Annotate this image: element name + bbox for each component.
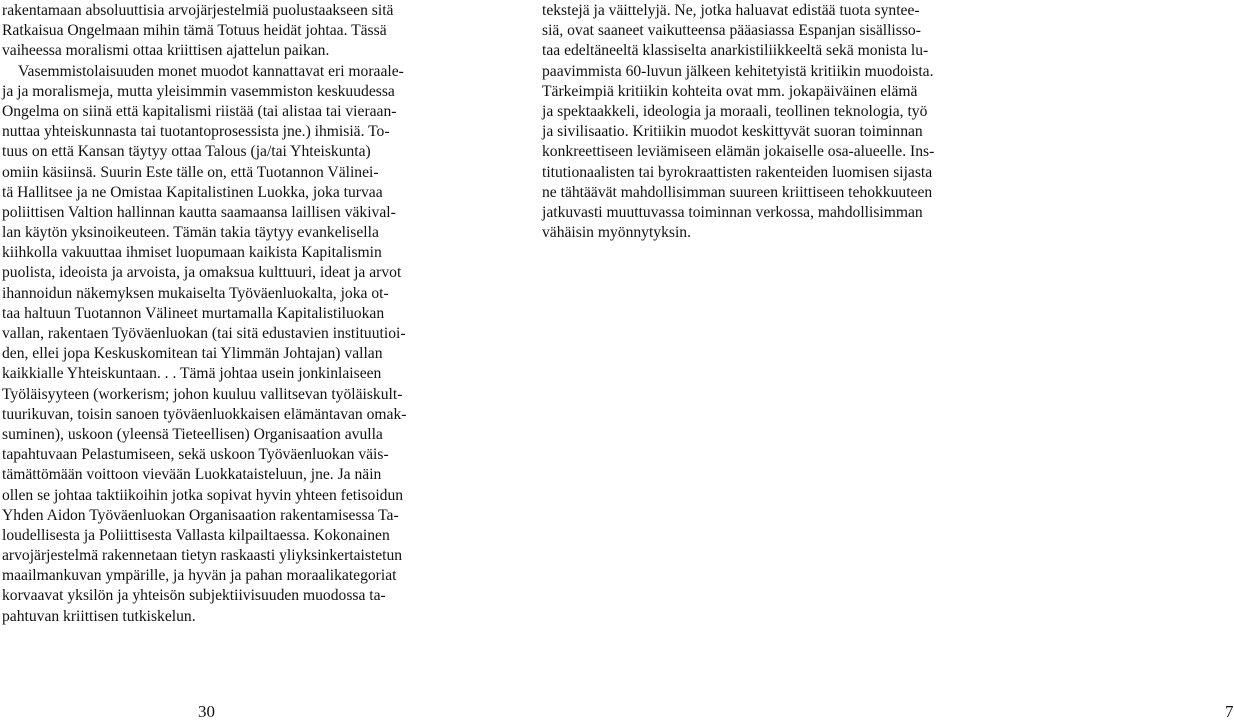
text-line: tuurikuvan, toisin sanoen työväenluokkaisen elämäntavan omak- <box>2 405 407 423</box>
text-line: tä Hallitsee ja ne Omistaa Kapitalistinen Luokka, joka turvaa <box>2 183 383 201</box>
text-line: Ongelma on siinä että kapitalismi riistää (tai alistaa tai vieraan- <box>2 102 397 120</box>
text-line: pahtuvan kriittisen tutkiskelun. <box>2 607 196 625</box>
text-line: tekstejä ja väittelyjä. Ne, jotka haluavat edistää tuota syntee- <box>542 2 920 19</box>
text-line: kaikkialle Yhteiskuntaan. . . Tämä johtaa usein jonkinlaiseen <box>2 365 382 383</box>
text-line: puolista, ideoista ja arvoista, ja omaksua kulttuuri, ideat ja arvot <box>2 264 402 282</box>
text-line: Työläisyyteen (workerism; johon kuuluu vallitsevan työläiskult- <box>2 385 403 403</box>
text-line: tuus on että Kansan täytyy ottaa Talous (ja/tai Yhteiskunta) <box>2 143 371 161</box>
right-page-text-column <box>542 1 952 243</box>
text-line: tapahtuvaan Pelastumiseen, sekä uskoon Työväenluokan väis- <box>2 446 389 464</box>
text-line: omiin käsiinsä. Suurin Este tälle on, että Tuotannon Välinei- <box>2 163 379 181</box>
text-line: Ratkaisua Ongelmaan mihin tämä Totuus heidät johtaa. Tässä <box>2 22 387 40</box>
text-line: titutionaalisten tai byrokraattisten rakenteiden luomisen sijasta <box>542 163 933 181</box>
text-line: taa haltuun Tuotannon Välineet murtamalla Kapitalistiluokan <box>2 304 385 322</box>
text-line: nuttaa yhteiskunnasta tai tuotantoprosessista jne.) ihmisiä. To- <box>2 123 390 141</box>
text-line: taa edeltäneeltä klassiselta anarkistiliikkeeltä sekä monista lu- <box>542 42 929 60</box>
text-line: ihannoidun näkemyksen mukaiselta Työväenluokalta, joka ot- <box>2 284 389 302</box>
text-line: paavimmista 60-luvun jälkeen kehitetyistä kritiikin muodoista. <box>542 62 934 80</box>
text-line: konkreettiseen leviämiseen elämän jokaiselle osa-alueelle. Ins- <box>542 143 935 161</box>
text-line: Vasemmistolaisuuden monet muodot kannattavat eri moraale- <box>18 62 404 80</box>
text-line: jatkuvasti muuttuvassa toiminnan verkossa, mahdollisimman <box>542 203 923 221</box>
text-line: ja sivilisaatio. Kritiikin muodot keskittyvät suoran toiminnan <box>542 123 923 141</box>
text-line: vaiheessa moralismi ottaa kriittisen ajattelun paikan. <box>2 42 330 60</box>
left-page-text-column <box>2 1 420 627</box>
text-line: ja ja moralismeja, mutta yleisimmin vasemmiston keskuudessa <box>2 82 395 100</box>
text-line: ja spektaakkeli, ideologia ja moraali, teollinen teknologia, työ <box>542 102 928 120</box>
text-line: siä, ovat saaneet vaikutteensa pääasiassa Espanjan sisällisso- <box>542 22 921 40</box>
text-line: ne tähtäävät mahdollisimman suureen kriittiseen tehokkuuteen <box>542 183 933 201</box>
text-line: tämättömään voittoon vievään Luokkataisteluun, jne. Ja näin <box>2 466 382 484</box>
text-line: suminen), uskoon (yleensä Tieteellisen) Organisaation avulla <box>2 425 383 443</box>
text-line: den, ellei jopa Keskuskomitean tai Ylimmän Johtajan) vallan <box>2 345 383 363</box>
text-line: loudellisesta ja Poliittisesta Vallasta kilpailtaessa. Kokonainen <box>2 526 390 544</box>
text-line: lan käytön yksinoikeuteen. Tämän takia täytyy evankelisella <box>2 224 379 242</box>
text-line: poliittisen Valtion hallinnan kautta saamaansa laillisen väkival- <box>2 203 396 221</box>
right-page-number: 7 <box>1225 702 1234 721</box>
text-line: arvojärjestelmä rakennetaan tietyn raskaasti yliyksinkertaistetun <box>2 547 403 565</box>
left-page <box>0 0 480 720</box>
right-page <box>480 0 1234 721</box>
text-line: rakentamaan absoluuttisia arvojärjestelmiä puolustaakseen sitä <box>2 2 394 19</box>
text-line: kiihkolla vakuuttaa ihmiset luopumaan kaikista Kapitalismin <box>2 244 382 262</box>
text-line: vallan, rakentaen Työväenluokan (tai sitä edustavien instituutioi- <box>2 325 406 342</box>
text-line: Yhden Aidon Työväenluokan Organisaation rakentamisessa Ta- <box>2 506 399 524</box>
left-page-number: 30 <box>198 702 215 721</box>
text-line: korvaavat yksilön ja yhteisön subjektiivisuuden muodossa ta- <box>2 587 386 605</box>
text-line: Tärkeimpiä kritiikin kohteita ovat mm. jokapäiväinen elämä <box>542 82 918 100</box>
text-line: maailmankuvan ympärille, ja hyvän ja pahan moraalikategoriat <box>2 567 397 585</box>
text-line: ollen se johtaa taktiikoihin jotka sopivat hyvin yhteen fetisoidun <box>2 486 404 504</box>
text-line: vähäisin myönnytyksin. <box>542 224 692 242</box>
